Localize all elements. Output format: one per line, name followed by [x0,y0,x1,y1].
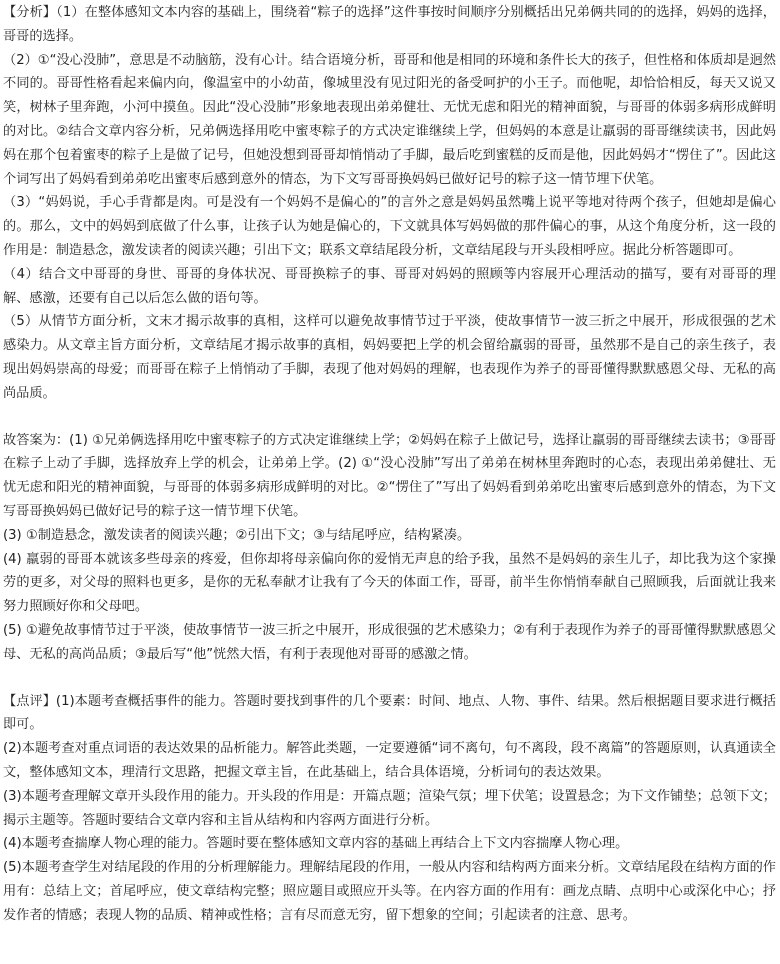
comment-part-1: 【点评】(1)本题考查概括事件的能力。答题时要找到事件的几个要素：时间、地点、人物、事件、结果。然后根据题目要求进行概括即可。 [3,693,776,733]
answer-part-3: (3) ①制造悬念，激发读者的阅读兴趣；②引出下文；③与结尾呼应，结构紧凑。 [3,527,471,543]
analysis-part-5: （5）从情节方面分析，文末才揭示故事的真相，这样可以避免故事情节过于平淡，使故事情节一波三折之中展开，形成很强的艺术感染力。从文章主旨方面分析，文章结尾才揭示故事的真相，妈妈要把上学的机会留给羸弱的哥哥，虽然那不是自己的亲生孩子，表现出妈妈崇高的母爱；而哥哥在粽子上悄悄动了手脚，表现了他对妈妈的理解，也表现作为养子的哥哥懂得默默感恩父母、无私的高尚品质。 [3,314,776,401]
answer-part-4: (4) 羸弱的哥哥本就该多些母亲的疼爱，但你却将母亲偏向你的爱悄无声息的给予我，虽然不是妈妈的亲生儿子，却比我为这个家操劳的更多，对父母的照料也更多，是你的无私奉献才让我有了今天的体面工作，哥哥，前半生你悄悄奉献自己照顾我，后面就让我来努力照顾好你和父母吧。 [3,551,776,615]
analysis-part-1: 【分析】（1）在整体感知文本内容的基础上，围绕着“粽子的选择”这件事按时间顺序分别概括出兄弟俩共同的的选择，妈妈的选择，哥哥的选择。 [3,5,776,44]
comment-part-5: (5)本题考查学生对结尾段的作用的分析理解能力。理解结尾段的作用，一般从内容和结构两方面来分析。文章结尾段在结构方面的作用有：总结上文；首尾呼应，使文章结构完整；照应题目或照应开头等。在内容方面的作用有：画龙点睛、点明中心或深化中心；抒发作者的情感；表现人物的品质、精神或性格；言有尽而意无穷，留下想象的空间；引起读者的注意、思考。 [3,860,776,923]
section-gap [3,406,776,429]
answer-part-1-2: 故答案为：(1) ①兄弟俩选择用吃中蜜枣粽子的方式决定谁继续上学；②妈妈在粽子上做记号，选择让羸弱的哥哥继续去读书；③哥哥在粽子上动了手脚，选择放弃上学的机会，让弟弟上学。(2) ①“没心没肺”写出了弟弟在树林里奔跑时的心态，表现出弟弟健壮、无忧无虑和阳光的精神面貌，与哥哥的体弱多病形成鲜明的对比。②“愣住了”写出了妈妈看到弟弟吃出蜜枣后感到意外的情态，为下文写哥哥换妈妈已做好记号的粽子这一情节埋下伏笔。 [3,432,776,519]
analysis-part-4: （4）结合文中哥哥的身世、哥哥的身体状况、哥哥换粽子的事、哥哥对妈妈的照顾等内容展开心理活动的描写，要有对哥哥的理解、感激，还要有自己以后怎么做的语句等。 [3,266,776,306]
comment-part-3: (3)本题考查理解文章开头段作用的能力。开头段的作用是：开篇点题；渲染气氛；埋下伏笔；设置悬念；为下文作铺垫；总领下文；揭示主题等。答题时要结合文章内容和主旨从结构和内容两方面进行分析。 [3,788,776,828]
analysis-part-2: （2）①“没心没肺”，意思是不动脑筋，没有心计。结合语境分析，哥哥和他是相同的环境和条件长大的孩子，但性格和体质却是迥然不同的。哥哥性格看起来偏内向，像温室中的小幼苗，像城里没有见过阳光的备受呵护的小王子。而他呢，却恰恰相反，每天又说又笑，树林子里奔跑，小河中摸鱼。因此“没心没肺”形象地表现出弟弟健壮、无忧无虑和阳光的精神面貌，与哥哥的体弱多病形成鲜明的对比。②结合文章内容分析，兄弟俩选择用吃中蜜枣粽子的方式决定谁继续上学，但妈妈的本意是让羸弱的哥哥继续读书，因此妈妈在那个包着蜜枣的粽子上是做了记号，但她没想到哥哥却悄悄动了手脚，最后吃到蜜糕的反而是他，因此妈妈才“愣住了”。因此这个词写出了妈妈看到弟弟吃出蜜枣后感到意外的情态，为下文写哥哥换妈妈已做好记号的粽子这一情节埋下伏笔。 [3,52,776,187]
comment-part-4: (4)本题考查揣摩人物心理的能力。答题时要在整体感知文章内容的基础上再结合上下文内容揣摩人物心理。 [3,836,629,852]
analysis-part-3: （3）“妈妈说，手心手背都是肉。可是没有一个妈妈不是偏心的”的言外之意是妈妈虽然嘴上说平等地对待两个孩子，但她却是偏心的。那么，文中的妈妈到底做了什么事，让孩子认为她是偏心的，下文就具体写妈妈做的那件偏心的事，从这个角度分析，这一段的作用是：制造悬念，激发读者的阅读兴趣；引出下文；联系文章结尾段分析，文章结尾段与开头段相呼应。据此分析答题即可。 [3,195,776,258]
section-gap [3,667,776,690]
comment-part-2: (2)本题考查对重点词语的表达效果的品析能力。解答此类题，一定要遵循“词不离句，句不离段，段不离篇”的答题原则，认真通读全文，整体感知文本，理清行文思路，把握文章主旨，在此基础上，结合具体语境，分析词句的表达效果。 [3,741,776,780]
answer-part-5: (5) ①避免故事情节过于平淡，使故事情节一波三折之中展开，形成很强的艺术感染力；②有利于表现作为养子的哥哥懂得默默感恩父母、无私的高尚品质；③最后写“他”恍然大悟，有利于表现他对哥哥的感激之情。 [3,622,776,662]
